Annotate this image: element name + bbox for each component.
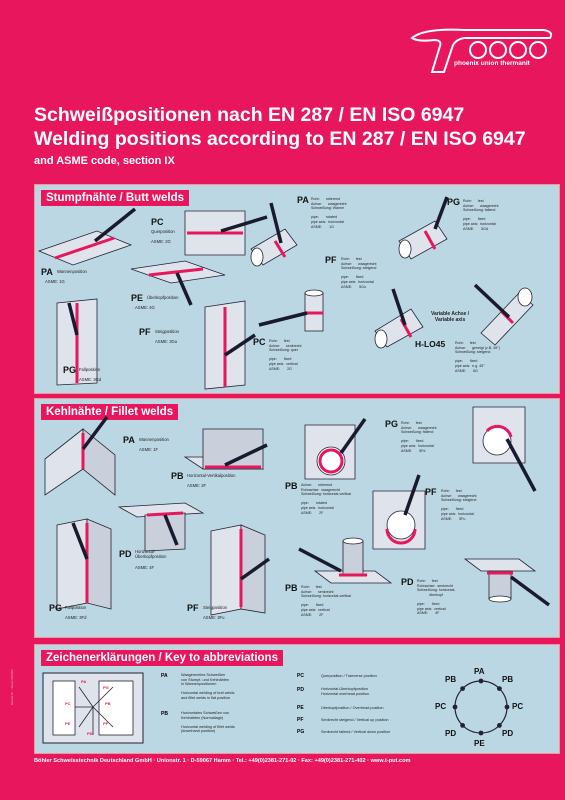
fillet-pipe-pf <box>373 475 425 549</box>
butt-welds-header: Stumpfnähte / Butt welds <box>41 190 189 206</box>
butt-pg-name: Fallposition <box>79 367 101 372</box>
title-de: Schweißpositionen nach EN 287 / EN ISO 6947 <box>34 104 465 126</box>
butt-pipe-pf-text: Rohr: fest Achse: waagerecht Schweißung: steigend pipe: fixed pipe axis: horizontal ASME: 5Gu <box>341 257 377 289</box>
footer: Böhler Schweisstechnik Deutschland GmbH · Unionstr. 1 · D-59067 Hamm · Tel.: +49(0)2381-271-02 · Fax: +49(0)2381-271-402 · www.t-put.com <box>34 758 411 764</box>
fillet-pg-asme: ASME: 3Fd <box>65 615 87 620</box>
key-circle-tl: PB <box>445 675 457 684</box>
key-right-pc-text: Querposition / Tranverse position <box>321 674 377 678</box>
butt-pc-code: PC <box>151 217 164 227</box>
fillet-pipe-pg-text: Rohr: fest Achse: waagerecht Schweißung: fallend pipe: fixed pipe axis: horizontal ASME: 5Fd <box>401 421 437 453</box>
fillet-pf-name: Steigposition <box>203 605 227 610</box>
fillet-pa-asme: ASME: 1F <box>139 447 159 452</box>
butt-pf-asme: ASME: 3Gu <box>155 339 178 344</box>
fillet-welds-panel <box>34 398 560 638</box>
butt-pipe-pa-text: Rohr: rotierend Achse: waagerecht Schweißung: Wanne pipe: rotated pipe axis: horizontal ASME: 1G <box>311 197 347 229</box>
fillet-pipe-pd <box>465 559 549 605</box>
key-right-pd-code: PD <box>297 687 304 693</box>
butt-pg-asme: ASME: 3Gd <box>79 377 102 382</box>
butt-pa-name: Wannenposition <box>57 269 87 274</box>
key-left-pa-text: Waagerechtes Schweißen von Stumpf- und Kehlnähten in Wannenpositionen Horizontal welding of butt welds and fillet welds in flat position <box>181 673 235 700</box>
side-text: Bestell-Nr. · Stand 09/2006 <box>10 668 14 705</box>
butt-pipe-pc-code: PC <box>253 337 266 347</box>
key-panel <box>34 644 560 754</box>
fillet-pipe-pb2-text: Rohr: fest Achse: senkrecht Schweißung: horizontal-vertikal pipe: fixed pipe axis: vertical ASME: 2F <box>301 585 351 617</box>
key-circle-left: PC <box>435 702 447 711</box>
fillet-pd-plate <box>119 503 203 551</box>
butt-welds-panel <box>34 184 560 394</box>
fillet-pb-code: PB <box>171 471 184 481</box>
fillet-pipe-pb2-code: PB <box>285 583 298 593</box>
fillet-pipe-pb1 <box>305 419 365 479</box>
butt-pipe-pg-text: Rohr: fest Achse: waagerecht Schweißung: fallend pipe: fixed pipe axis: horizontal ASME: 5Gd <box>463 199 499 231</box>
fillet-pipe-pf-code: PF <box>425 487 437 497</box>
key-circle-bottom: PE <box>474 739 485 748</box>
fillet-pa-plate <box>45 417 115 495</box>
butt-pe-code: PE <box>131 293 144 303</box>
key-cross-section-diagram <box>43 673 143 743</box>
key-left-pb-code: PB <box>161 711 168 717</box>
key-diagram-label-pf: PF <box>103 721 109 726</box>
key-right-pe-code: PE <box>297 705 304 711</box>
butt-pipe-hlo45 <box>475 285 533 345</box>
fillet-pg-plate <box>57 519 111 609</box>
butt-pipe-pa-code: PA <box>297 195 309 205</box>
fillet-pa-code: PA <box>123 435 135 445</box>
butt-pa-code: PA <box>41 267 53 277</box>
butt-pe-asme: ASME: 4G <box>135 305 155 310</box>
variable-axis-label: Variable Achse / Variable axis <box>431 311 470 323</box>
key-right-pe-text: Überkopfposition / Overhead position <box>321 706 384 710</box>
key-left-pb-text: Horizontales Schweißen von Kehlnähten (Normallage) Horizontal welding of fillet welds (downhand position) <box>181 711 235 734</box>
butt-pf-name: Steigposition <box>155 329 179 334</box>
butt-pc-asme: ASME: 2G <box>151 239 171 244</box>
fillet-pg-code: PG <box>49 603 63 613</box>
key-right-pc-code: PC <box>297 673 304 679</box>
key-circle-bl: PD <box>445 729 457 738</box>
fillet-pd-code: PD <box>119 549 132 559</box>
key-circle-tr: PB <box>502 675 514 684</box>
butt-pc-name: Querposition <box>151 229 175 234</box>
key-right-pf-text: Senkrecht steigend / Vertical up position <box>321 718 389 722</box>
logo <box>404 24 554 80</box>
fillet-pb-asme: ASME: 2F <box>187 483 207 488</box>
butt-pipe-pc-text: Rohr: fest Achse: senkrecht Schweißung: quer pipe: fixed pipe axis: vertical ASME: 2G <box>269 339 302 371</box>
key-diagram-label-pe: PE <box>65 721 71 726</box>
key-header: Zeichenerklärungen / Key to abbreviations <box>41 650 283 666</box>
fillet-welds-header: Kehlnähte / Fillet welds <box>41 404 178 420</box>
fillet-pipe-pg-code: PG <box>385 419 399 429</box>
key-circle-right: PC <box>512 702 524 711</box>
butt-pipe-pf-code: PF <box>325 255 337 265</box>
butt-pe-name: Überkopfposition <box>147 295 179 300</box>
subtitle: and ASME code, section IX <box>34 155 175 167</box>
fillet-pipe-pb1-code: PB <box>285 481 298 491</box>
key-circle-top: PA <box>474 667 485 676</box>
butt-pf-plate <box>205 301 255 389</box>
fillet-pf-asme: ASME: 3Fu <box>203 615 225 620</box>
fillet-pf-plate <box>211 525 269 615</box>
key-right-pf-code: PF <box>297 717 304 723</box>
butt-pipe-pg-code: PG <box>447 197 461 207</box>
butt-pipe-pc <box>259 290 323 331</box>
key-right-pg-text: Senkrecht fallend / Vertical down position <box>321 730 391 734</box>
fillet-pb-plate <box>185 429 267 469</box>
key-right-pd-text: Horizontal-Überkopfposition Horizontal overhead position <box>321 687 370 696</box>
butt-pf-code: PF <box>139 327 151 337</box>
fillet-pg-name: Fallposition <box>65 605 87 610</box>
fillet-pb-name: Horizontal-Vertikalposition <box>187 473 236 478</box>
butt-pa-plate <box>39 209 135 265</box>
butt-pa-asme: ASME: 1G <box>45 279 65 284</box>
fillet-pa-name: Wannenposition <box>139 437 169 442</box>
key-right-pg-code: PG <box>297 729 305 735</box>
fillet-pd-name: Horizontal- Überkopfposition <box>135 549 167 559</box>
fillet-pipe-pf-text: Rohr: fest Achse: waagerecht Schweißung: steigend pipe: fixed pipe axis: horizontal ASME: 5Fu <box>441 489 477 521</box>
key-diagram-label-pg: PG <box>103 685 109 690</box>
fillet-pf-code: PF <box>187 603 199 613</box>
fillet-pd-asme: ASME: 4F <box>135 565 155 570</box>
fillet-welds-illustrations <box>35 399 559 637</box>
key-left-pa-code: PA <box>161 673 168 679</box>
key-diagrams <box>35 645 559 753</box>
title-en: Welding positions according to EN 287 / EN ISO 6947 <box>34 128 526 150</box>
butt-pipe-pa <box>251 203 297 266</box>
butt-hlo45-code: H-LO45 <box>415 339 446 349</box>
butt-hlo45-text: Rohr: fest Achse: geneigt (z.B. 45°) Schweißung: steigend pipe: fixed pipe axis: e.g. 45° ASME: 6G <box>455 341 500 373</box>
butt-pg-code: PG <box>63 365 77 375</box>
key-diagram-label-pc: PC <box>65 701 71 706</box>
key-diagram-label-pa: PA <box>81 679 87 684</box>
butt-pipe-pg <box>399 197 447 259</box>
fillet-pipe-pd-code: PD <box>401 577 414 587</box>
key-circle-diagram <box>453 679 510 736</box>
key-diagram-label-pd: PD <box>87 731 93 736</box>
fillet-pipe-pb1-text: Achse: rotierend Rohrachse: waagerecht Schweißung: horizontal-vertikal pipe: rotated pipe axis: horizontal ASME: 2F <box>301 483 351 515</box>
fillet-pipe-pg <box>473 407 535 491</box>
key-diagram-label-pb: PB <box>105 701 111 706</box>
key-circle-br: PD <box>502 729 514 738</box>
logo-text: phoenix union thermanit <box>454 60 530 67</box>
fillet-pipe-pd-text: Rohr: fest Rohrachse: senkrecht Schweißung: horizontal- überkopf pipe: fixed pipe axis: vertical ASME: 4F <box>417 579 456 616</box>
